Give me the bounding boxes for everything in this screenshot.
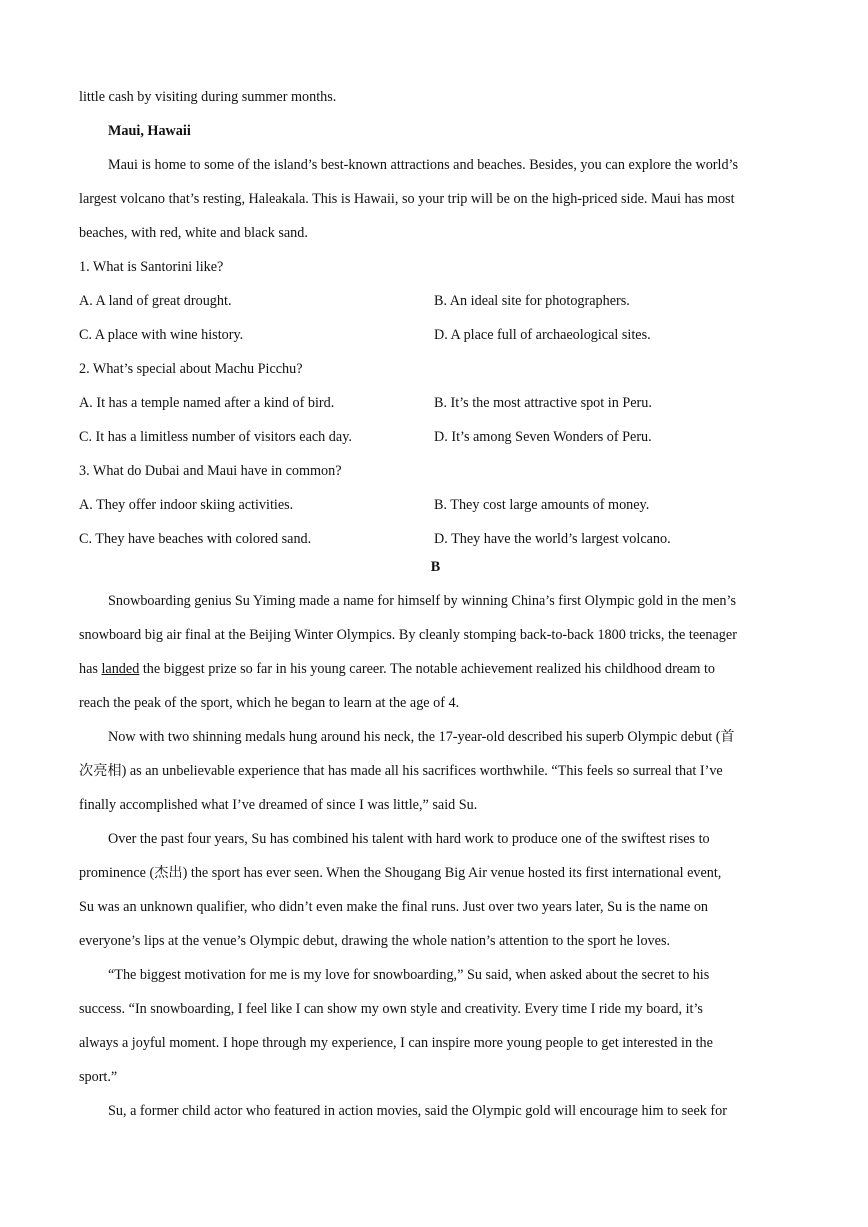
text-span: has [79,661,102,677]
option-row [79,522,794,556]
option-row [79,420,794,454]
paragraph-line: finally accomplished what I’ve dreamed of since I was little,” said Su. [79,797,478,813]
option-b: B. An ideal site for photographers. [434,293,630,309]
paragraph-line: always a joyful moment. I hope through my experience, I can inspire more young people to get interested in the [79,1035,713,1051]
option-c: C. They have beaches with colored sand. [79,531,312,547]
paragraph-line: 次亮相) as an unbelievable experience that has made all his sacrifices worthwhile. “This feels so surreal that I’ve [79,763,723,779]
paragraph-line: success. “In snowboarding, I feel like I can show my own style and creativity. Every time I ride my board, it’s [79,1001,703,1017]
paragraph-line: sport.” [79,1069,118,1085]
option-b: B. It’s the most attractive spot in Peru. [434,395,652,411]
option-c: C. It has a limitless number of visitors each day. [79,429,352,445]
option-d: D. They have the world’s largest volcano. [434,531,671,547]
passage-a-continued-line: little cash by visiting during summer months. [79,89,337,105]
paragraph-line: Su, a former child actor who featured in action movies, said the Olympic gold will encourage him to seek for [108,1103,727,1119]
maui-paragraph-line: beaches, with red, white and black sand. [79,225,308,241]
question-stem: 3. What do Dubai and Maui have in common? [79,463,342,479]
paragraph-line: everyone’s lips at the venue’s Olympic debut, drawing the whole nation’s attention to the sport he loves. [79,933,671,949]
maui-paragraph-line: largest volcano that’s resting, Haleakala. This is Hawaii, so your trip will be on the high-priced side. Maui has most [79,191,735,207]
paragraph-line: prominence (杰出) the sport has ever seen. When the Shougang Big Air venue hosted its first international event, [79,865,722,881]
paragraph-line: Over the past four years, Su has combined his talent with hard work to produce one of the swiftest rises to [108,831,710,847]
maui-heading: Maui, Hawaii [108,123,191,139]
underlined-word: landed [101,661,140,677]
option-d: D. A place full of archaeological sites. [434,327,651,343]
option-a: A. A land of great drought. [79,293,232,309]
document-page [79,80,794,1128]
question-stem: 2. What’s special about Machu Picchu? [79,361,303,377]
option-b: B. They cost large amounts of money. [434,497,650,513]
option-a: A. It has a temple named after a kind of bird. [79,395,335,411]
question-stem: 1. What is Santorini like? [79,259,224,275]
paragraph-line [79,652,794,686]
option-row [79,284,794,318]
text-span: the biggest prize so far in his young career. The notable achievement realized his childhood dream to [139,661,716,677]
option-row [79,488,794,522]
section-b-heading: B [430,559,441,575]
paragraph-line: “The biggest motivation for me is my love for snowboarding,” Su said, when asked about the secret to his [108,967,710,983]
option-d: D. It’s among Seven Wonders of Peru. [434,429,652,445]
maui-paragraph-line: Maui is home to some of the island’s best-known attractions and beaches. Besides, you can explore the world’s [108,157,739,173]
paragraph-line: Su was an unknown qualifier, who didn’t even make the final runs. Just over two years later, Su is the name on [79,899,709,915]
option-row [79,318,794,352]
paragraph-line: snowboard big air final at the Beijing Winter Olympics. By cleanly stomping back-to-back 1800 tricks, the teenager [79,627,737,643]
option-c: C. A place with wine history. [79,327,244,343]
option-a: A. They offer indoor skiing activities. [79,497,294,513]
paragraph-line: Now with two shinning medals hung around his neck, the 17-year-old described his superb Olympic debut (首 [108,729,735,745]
option-row [79,386,794,420]
paragraph-line: reach the peak of the sport, which he began to learn at the age of 4. [79,695,460,711]
paragraph-line: Snowboarding genius Su Yiming made a name for himself by winning China’s first Olympic gold in the men’s [108,593,736,609]
